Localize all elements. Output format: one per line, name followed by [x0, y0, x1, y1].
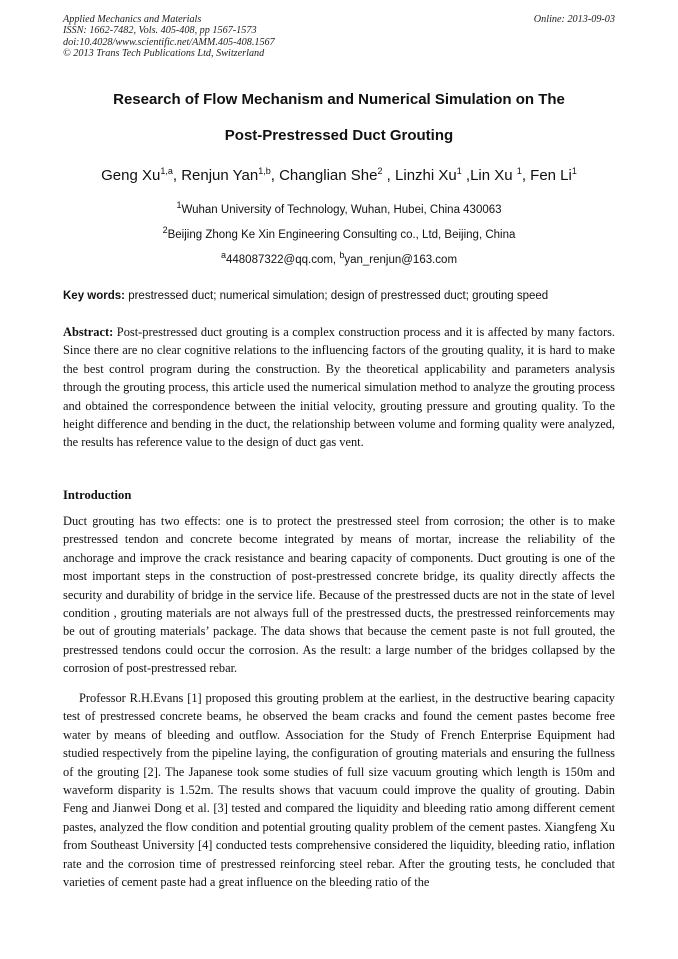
publication-header	[63, 14, 615, 60]
abstract	[63, 323, 615, 452]
keywords-label: Key words:	[63, 290, 125, 302]
intro-paragraph-2: Professor R.H.Evans [1] proposed this grouting problem at the earliest, in the destructive bearing capacity test of prestressed concrete beams, he observed the beam cracks and found the cement pastes become free water by means of bleeding and outflow. Association for the Study of French Enterprise Equipment had studied respectively from the pipeline laying, the configuration of grouting materials and ensuring the fullness of the grouting [2]. The Japanese took some studies of full size vacuum grouting which length is 150m and waveform disparity is 1.52m. The results shows that vacuum could improve the quality of grouting. Dabin Feng and Jianwei Dong et al. [3] tested and compared the liquidity and bleeding ratio among different cement pastes, analyzed the flow condition and potential grouting quality problem of the cement pastes. Xiangfeng Xu from Southeast University [4] conducted tests comprehensive considered the liquidity, bleeding ratio, inflation rate and the corrosion time of prestressed reinforcing steel rebar. After the grouting tests, he concluded that varieties of cement paste had a great influence on the bleeding ratio of the	[63, 691, 615, 890]
section-heading-introduction: Introduction	[63, 488, 132, 502]
copyright-line: © 2013 Trans Tech Publications Ltd, Switzerland	[63, 48, 265, 60]
paper-title-line-1: Research of Flow Mechanism and Numerical Simulation on The	[113, 91, 565, 108]
author: Geng Xu$^{1,a}$,	[101, 166, 182, 184]
abstract-label: Abstract:	[63, 325, 114, 339]
author: Fen Li$^1$	[530, 166, 577, 184]
author-emails: $^a$448087322@qq.com, $^b$yan_renjun@163.com	[220, 250, 458, 266]
intro-paragraph-1: Duct grouting has two effects: one is to protect the prestressed steel from corrosion; the other is to make prestressed tendon and concrete become integrated by means of mortar, increase the reliability of the anchorage and improve the crack resistance and bearing capacity of components. Duct grouting is one of the most important steps in the construction of post-prestressed concrete bridge, its quality directly affects the security and durability of bridge in the service life. Because of the prestressed ducts are not in the state of level condition , grouting materials are not always full of the prestressed ducts, the prestressed reinforcements may be out of grouting materials’ package. The data shows that because the cement paste is not full grouted, the prestressed tendons could occur the corrosion. As the result: a large number of the bridges collapsed by the corrosion of post-prestressed rebar.	[63, 514, 615, 676]
author: Lin Xu $^1$,	[470, 166, 531, 184]
author: Linzhi Xu$^1$ ,	[395, 166, 471, 184]
author: Changlian She$^2$ ,	[279, 166, 396, 184]
doi-line: doi:10.4028/www.scientific.net/AMM.405-408.1567	[63, 36, 275, 48]
online-date: Online: 2013-09-03	[533, 14, 615, 25]
author-list	[0, 167, 678, 184]
affiliation-1: $^1$Wuhan University of Technology, Wuhan, Hubei, China 430063	[176, 200, 502, 216]
author: Renjun Yan$^{1,b}$,	[181, 166, 280, 184]
journal-name: Applied Mechanics and Materials	[63, 14, 202, 25]
abstract-text: Post-prestressed duct grouting is a complex construction process and it is affected by many factors. Since there are no clear cognitive relations to the influencing factors of the grouting quality, it is hard to make the best control program during the construction. By the theoretical applicability and parameters analysis through the grouting process, this article used the numerical simulation method to analyze the grouting process and obtained the correspondence between the initial velocity, grouting pressure and grouting quality. To the height difference and bending in the duct, the relationship between volume and forming quality were analyzed, the results has reference value to the design of duct gas vent.	[63, 325, 615, 450]
paper-title-line-2: Post-Prestressed Duct Grouting	[224, 127, 454, 144]
keywords	[63, 290, 615, 302]
affiliation-2: $^2$Beijing Zhong Ke Xin Engineering Consulting co., Ltd, Beijing, China	[162, 225, 516, 241]
keywords-text: prestressed duct; numerical simulation; design of prestressed duct; grouting speed	[125, 290, 549, 302]
issn-line: ISSN: 1662-7482, Vols. 405-408, pp 1567-1573	[63, 25, 257, 37]
